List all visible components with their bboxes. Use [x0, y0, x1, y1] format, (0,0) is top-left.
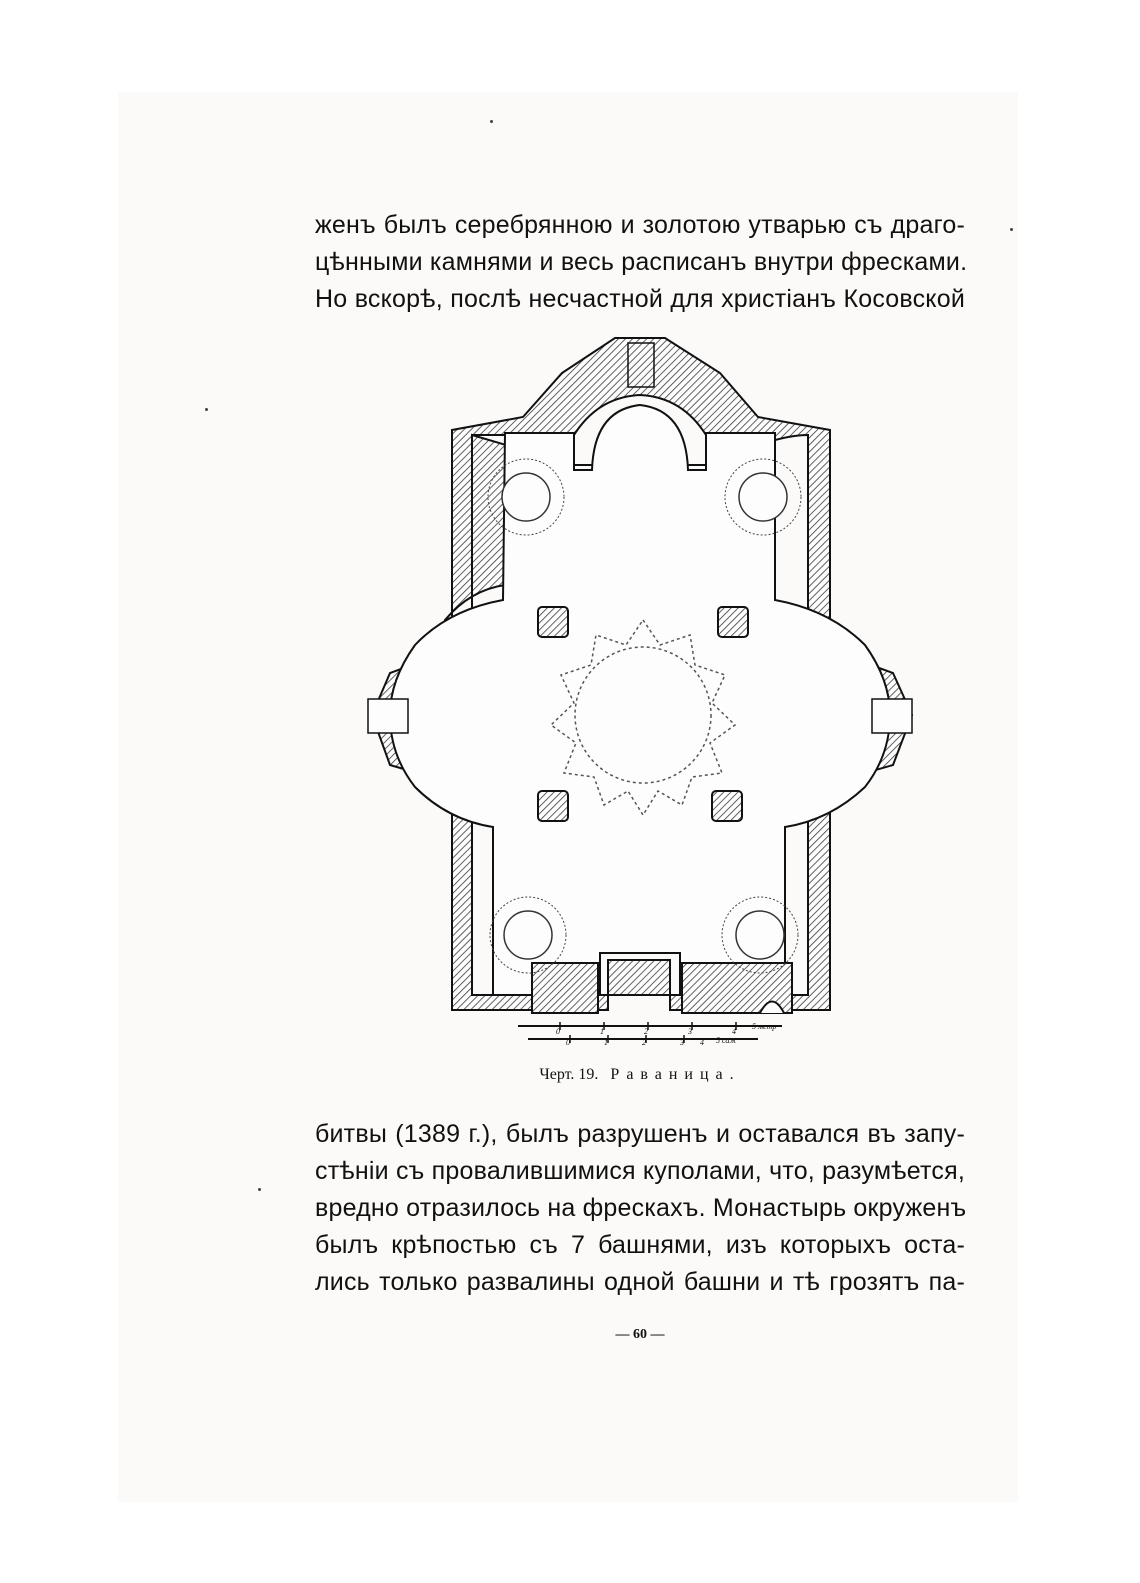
- text-line: битвы (1389 г.), былъ разрушенъ и оставался въ запу-: [315, 1120, 965, 1148]
- caption-prefix: Черт. 19.: [539, 1066, 599, 1083]
- paper-speck: [1010, 228, 1013, 231]
- page-number: — 60 —: [615, 1327, 665, 1342]
- text-line: Но вскорѣ, послѣ несчастной для христіанъ Косовской: [315, 285, 965, 313]
- scale-label: 0: [556, 1027, 560, 1036]
- pier: [718, 607, 748, 637]
- doorway-right: [872, 699, 912, 733]
- text-line: стѣніи съ провалившимися куполами, что, разумѣется,: [315, 1157, 965, 1185]
- paper-speck: [258, 1188, 261, 1191]
- scale-label: 4: [700, 1038, 704, 1045]
- text-line: вредно отразилось на фрескахъ. Монастырь окруженъ: [315, 1194, 967, 1222]
- pier: [538, 791, 568, 821]
- text-line: лись только развалины одной башни и тѣ грозятъ па-: [315, 1268, 965, 1296]
- paragraph-bottom: [315, 1116, 965, 1301]
- scale-label: 4: [732, 1027, 736, 1036]
- church-floor-plan: [360, 335, 920, 1045]
- pier: [712, 791, 742, 821]
- scale-label: 1: [604, 1038, 608, 1045]
- scale-label: 5 саж: [716, 1036, 737, 1045]
- paper-speck: [205, 408, 208, 411]
- caption-title: Раваница.: [610, 1066, 741, 1083]
- scale-label: 1: [600, 1027, 604, 1036]
- paper-speck: [490, 120, 493, 123]
- scale-label: 2: [642, 1038, 646, 1045]
- scale-label: 3: [688, 1027, 692, 1036]
- text-line: былъ крѣпостью съ 7 башнями, изъ которыхъ оста-: [315, 1231, 965, 1259]
- text-line: женъ былъ серебрянною и золотою утварью съ драго-: [315, 211, 965, 239]
- scale-label: 5 метр: [752, 1022, 777, 1031]
- pier: [538, 607, 568, 637]
- paragraph-top: [315, 207, 968, 318]
- text-line: цѣнными камнями и весь расписанъ внутри фресками.: [315, 248, 968, 276]
- doorway-left: [368, 699, 408, 733]
- scale-label: 3: [680, 1038, 684, 1045]
- scale-label: 0: [566, 1038, 570, 1045]
- scale-label: 2: [644, 1027, 648, 1036]
- figure-caption: [420, 1066, 860, 1084]
